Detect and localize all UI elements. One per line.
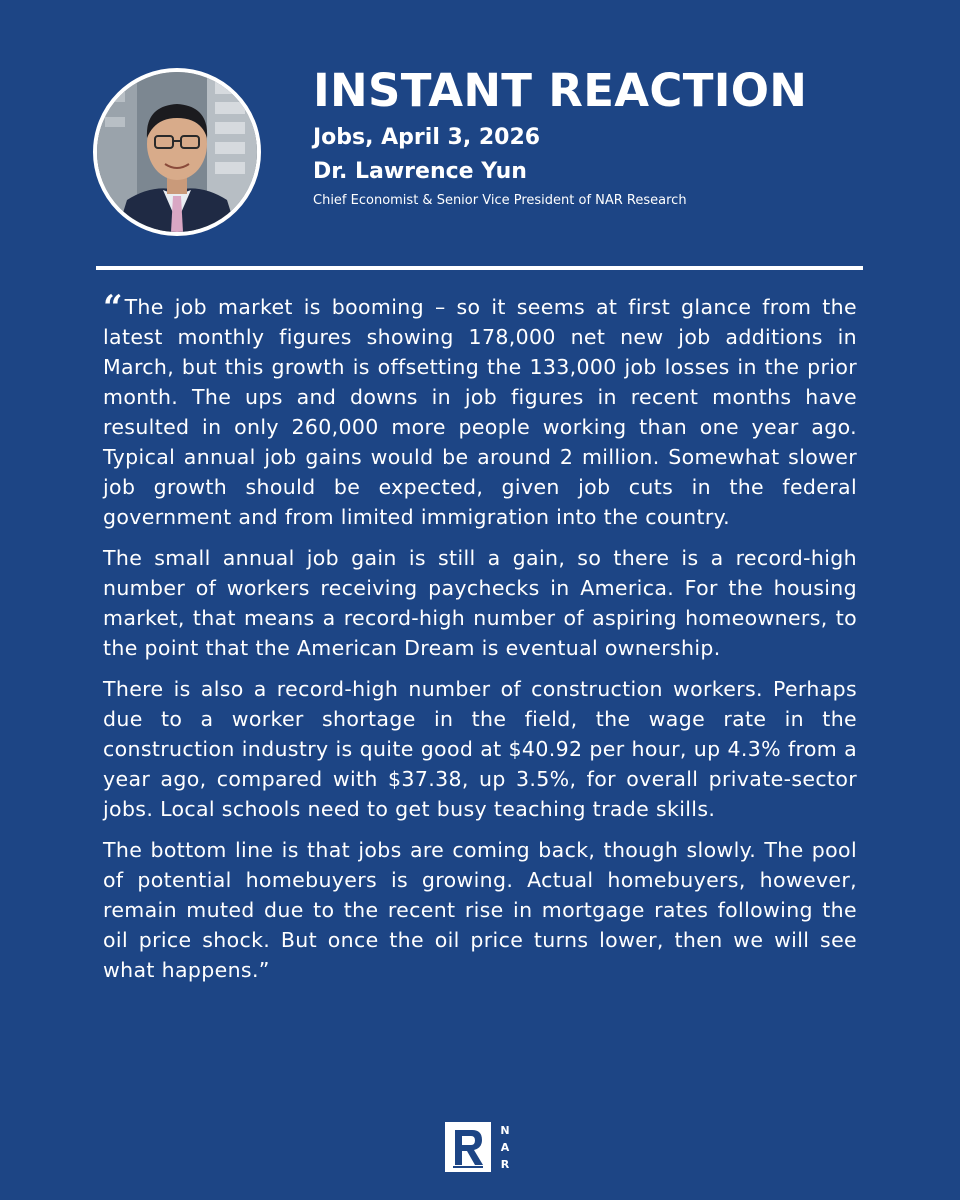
- author-portrait: [93, 68, 261, 236]
- quote-paragraph: [103, 288, 857, 532]
- quote-body: [103, 288, 857, 996]
- quote-paragraph: The small annual job gain is still a gain, so there is a record-high number of workers receiving paychecks in America. For the housing market, that means a record-high number of aspiring homeowners, to the point that the American Dream is eventual ownership.: [103, 546, 857, 660]
- nar-logo: [445, 1122, 517, 1172]
- portrait-photo-icon: [97, 72, 257, 232]
- nar-letters: [497, 1122, 513, 1173]
- logo-letter: R: [500, 1158, 510, 1171]
- page-title: INSTANT REACTION: [313, 64, 808, 117]
- author-role: Chief Economist & Senior Vice President of NAR Research: [313, 193, 687, 208]
- quote-paragraph: The bottom line is that jobs are coming back, though slowly. The pool of potential homebuyers is growing. Actual homebuyers, however, remain muted due to the recent rise in mortgage rates following the oil price shock. But once the oil price turns lower, then we will see what happens.”: [103, 838, 857, 982]
- quote-paragraph-text: The job market is booming – so it seems at first glance from the latest monthly figures showing 178,000 net new job additions in March, but this growth is offsetting the 133,000 job losses in the prior month. The ups and downs in job figures in recent months have resulted in only 260,000 more people working than one year ago. Typical annual job gains would be around 2 million. Somewhat slower job growth should be expected, given job cuts in the federal government and from limited immigration into the country.: [103, 295, 857, 529]
- logo-letter: N: [500, 1124, 510, 1137]
- report-subtitle: Jobs, April 3, 2026: [313, 125, 541, 150]
- author-name: Dr. Lawrence Yun: [313, 159, 527, 184]
- header-divider: [96, 266, 863, 270]
- realtor-r-logo-icon: [445, 1122, 491, 1172]
- logo-letter: A: [500, 1141, 510, 1154]
- open-quote-icon: “: [103, 288, 121, 328]
- quote-paragraph: There is also a record-high number of construction workers. Perhaps due to a worker shortage in the field, the wage rate in the construction industry is quite good at $40.92 per hour, up 4.3% from a year ago, compared with $37.38, up 3.5%, for overall private-sector jobs. Local schools need to get busy teaching trade skills.: [103, 677, 857, 821]
